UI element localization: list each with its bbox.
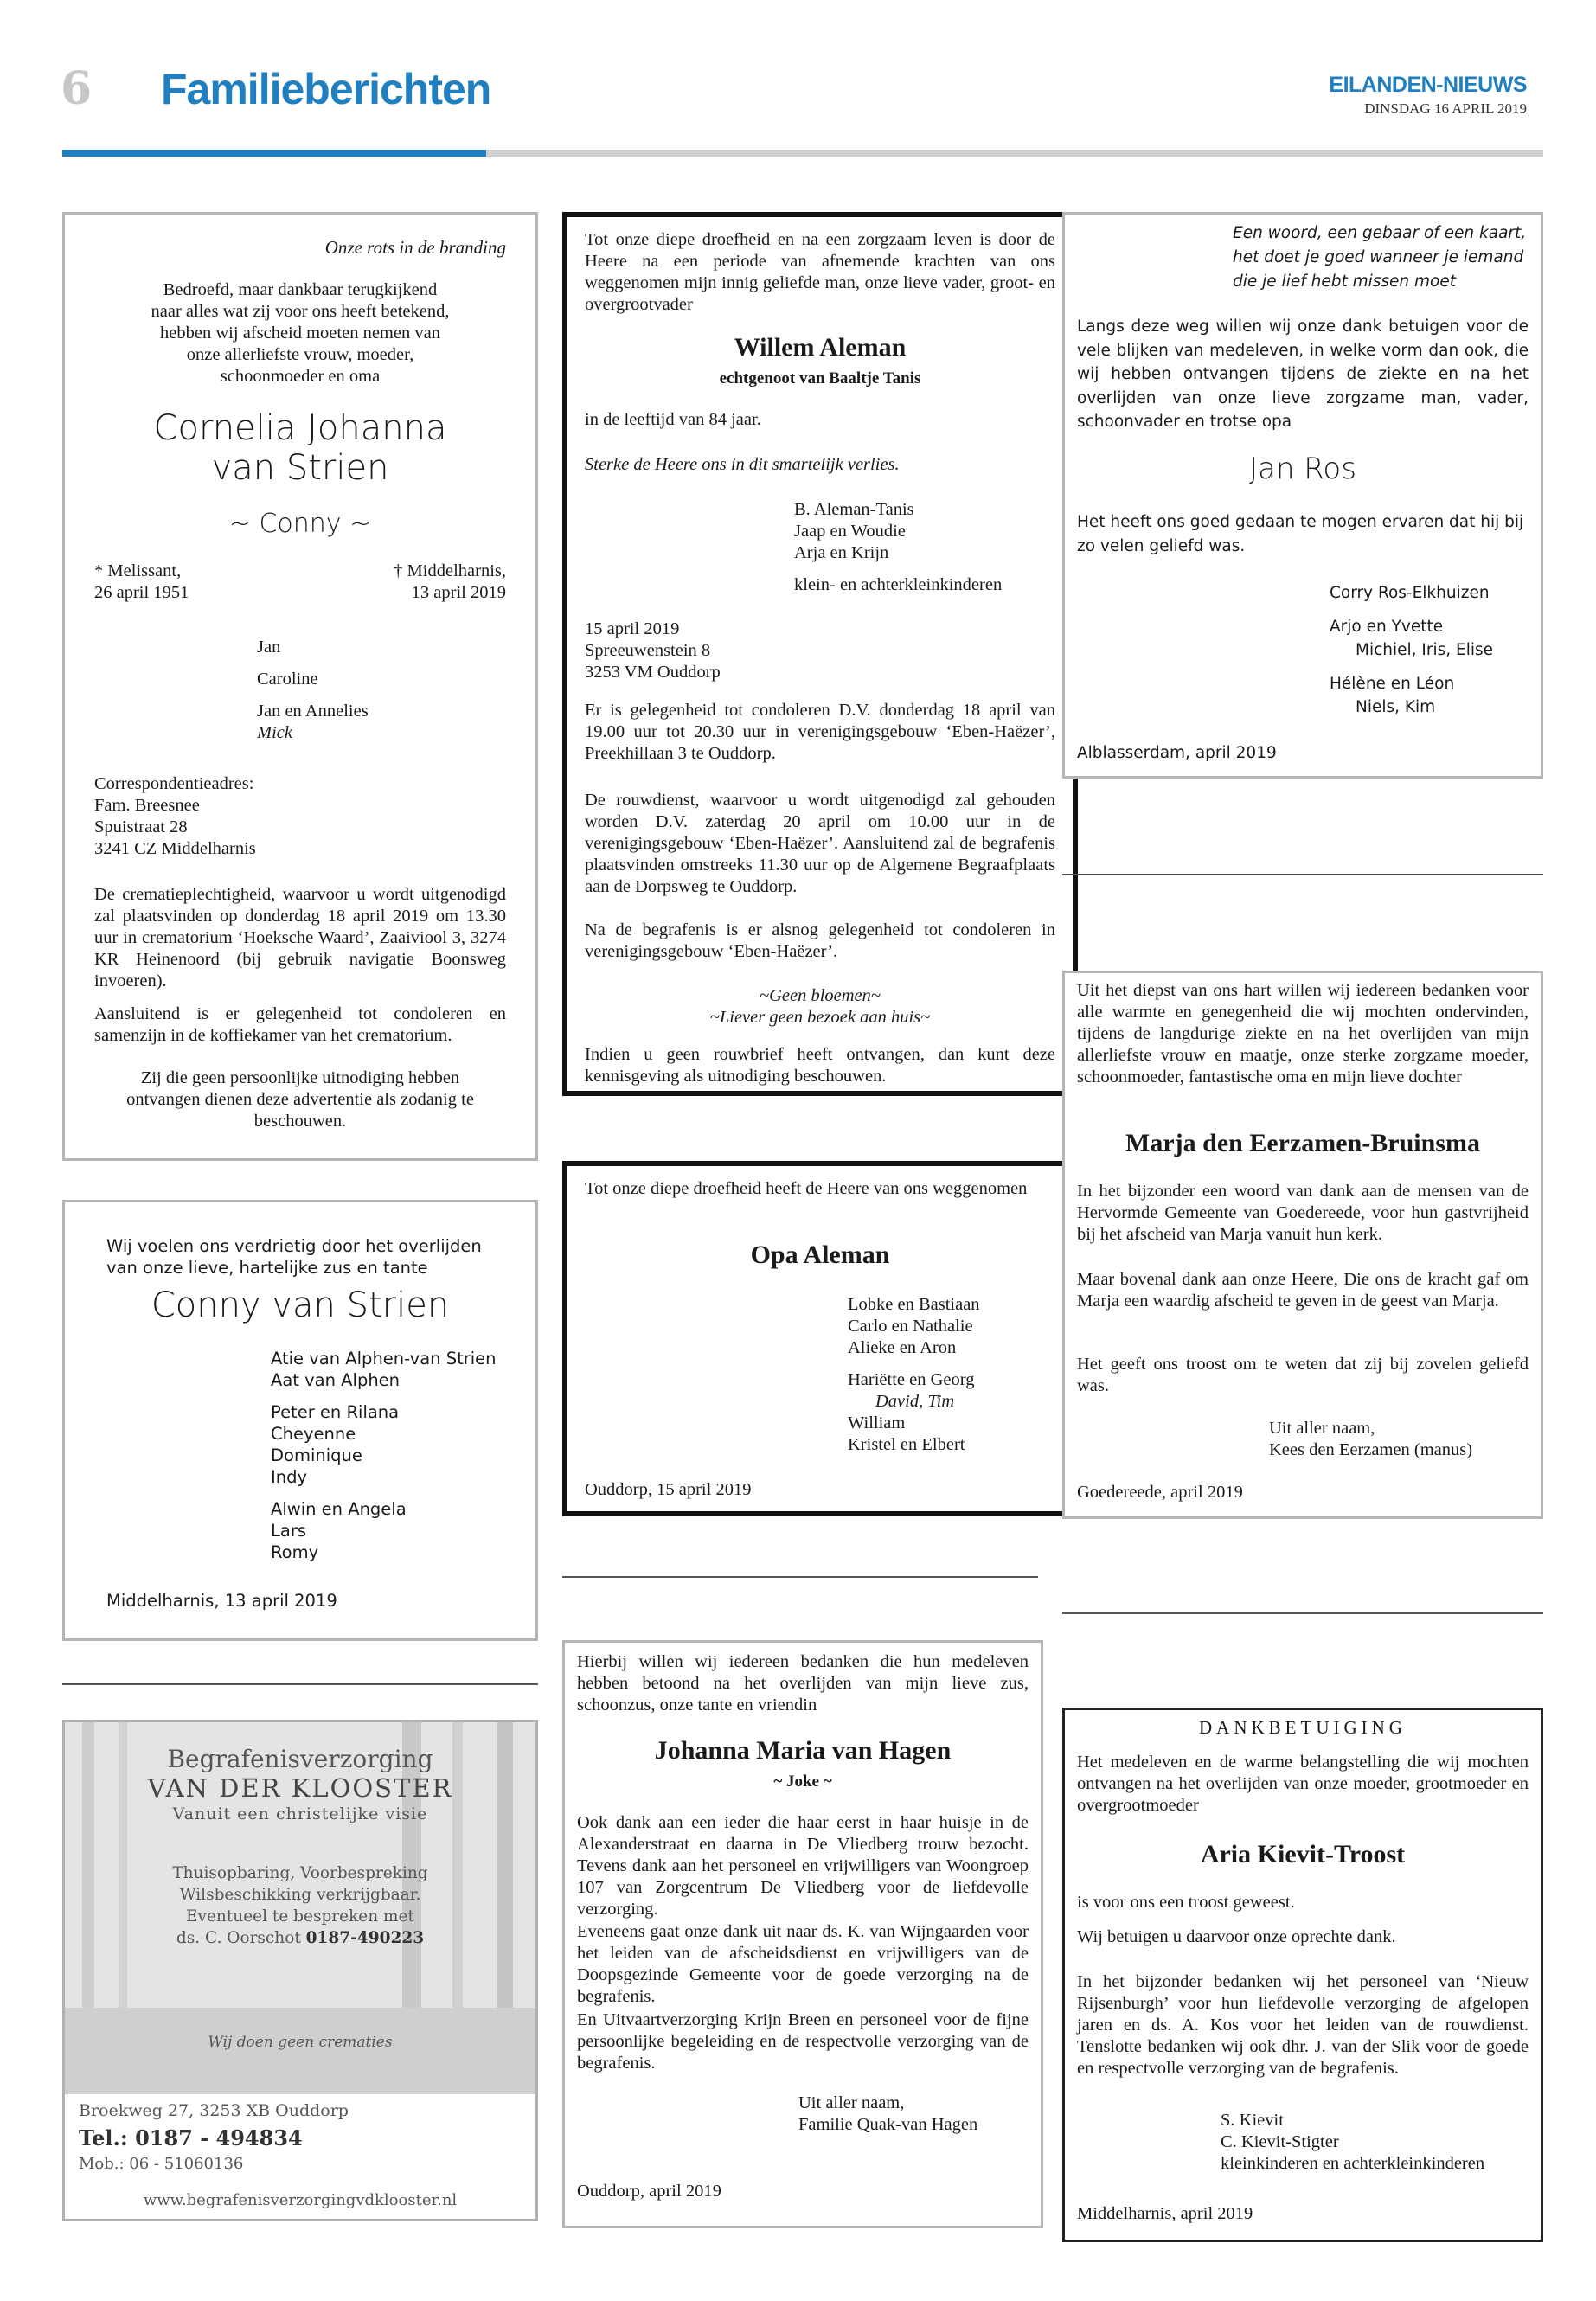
no-flowers-line: ~Geen bloemen~ [759, 986, 881, 1005]
contact-name: ds. C. Oorschot [176, 1929, 301, 1947]
intro-text [106, 1235, 482, 1279]
family-member: Peter en Rilana [271, 1402, 400, 1422]
divider [562, 1576, 1038, 1578]
after-burial-text: Na de begrafenis is er alsnog gelegenheid tot condoleren in verenigingsgebouw ‘Eben-Haëzer’. [585, 920, 1055, 961]
family-member: Jan [257, 638, 281, 657]
family-member: Caroline [257, 670, 318, 689]
address: Broekweg 27, 3253 XB Ouddorp [79, 2101, 349, 2120]
signature-line: S. Kievit [1221, 2111, 1284, 2130]
signature [1269, 1418, 1472, 1461]
obituary-opa-aleman [562, 1161, 1078, 1516]
no-cremation: Wij doen geen crematies [208, 2034, 393, 2051]
family-member: Arjo en Yvette [1330, 618, 1444, 636]
intro-line: naar alles wat zij voor ons heeft betekend, [151, 302, 450, 321]
deceased-name: Willem Aleman [734, 333, 907, 362]
signature [1221, 2110, 1484, 2175]
family-member: Corry Ros-Elkhuizen [1330, 584, 1490, 602]
intro-text: Langs deze weg willen wij onze dank betuigen voor de vele blijken van medeleven, in welke vorm dan ook, die wij hebben ontvangen tijdens de ziekte en na het overlijden van onze lieve zorgzame man, vader, schoonvader en trotse opa [1077, 317, 1529, 431]
ad-van-der-klooster [62, 1720, 538, 2221]
service-line: Eventueel te bespreken met [186, 1907, 414, 1926]
spouse-line: echtgenoot van Baaltje Tanis [719, 369, 921, 388]
family-member: William [848, 1413, 906, 1433]
motto-line: Een woord, een gebaar of een kaart, [1233, 224, 1527, 242]
mobile: Mob.: 06 - 51060136 [79, 2155, 244, 2173]
signature [798, 2093, 977, 2136]
family-member: Romy [271, 1542, 319, 1562]
intro-text: Uit het diepst van ons hart willen wij iedereen bedanken voor alle warmte en genegenheid die wij mochten ondervinden, tijdens de langdurige ziekte en na het overlijden van mijn allerliefste vrouw en maatje, onze sterke zorgzame moeder, schoonmoeder, fantastische oma en mijn lieve dochter [1077, 981, 1529, 1086]
motto-line: het doet je goed wanneer je iemand [1233, 248, 1524, 266]
obituary-willem-aleman [562, 212, 1078, 1096]
name-line: van Strien [211, 448, 389, 488]
corr-line: 3241 CZ Middelharnis [94, 839, 256, 858]
intro-line: van onze lieve, hartelijke zus en tante [106, 1258, 428, 1278]
paragraph: is voor ons een troost geweest. [1077, 1893, 1295, 1912]
paragraph: Ook dank aan een ieder die haar eerst in haar huisje in de Alexanderstraat en daarna in De Vliedberg trouw bezocht. Tevens dank aan het personeel en vrijwilligers van Woongroep 107 van Zorgcentrum De Vliedberg voor de liefdevolle verzorging. [577, 1813, 1029, 1919]
family-member: Cheyenne [271, 1424, 356, 1444]
no-flowers [567, 985, 1073, 1029]
signature-line: C. Kievit-Stigter [1221, 2132, 1339, 2151]
paragraph: En Uitvaartverzorging Krijn Breen en personeel voor de fijne persoonlijke begeleiding en de respectvolle verzorging van de begrafenis. [577, 2010, 1029, 2073]
obituary-conny [62, 1200, 538, 1641]
family-member: Niels, Kim [1356, 698, 1436, 716]
page-number: 6 [61, 62, 93, 115]
deceased-name: Marja den Eerzamen-Bruinsma [1125, 1129, 1480, 1157]
paragraph: Het geeft ons troost om te weten dat zij bij zovelen geliefd was. [1077, 1355, 1529, 1395]
corr-label: Correspondentieadres: [94, 774, 254, 793]
age-line: in de leeftijd van 84 jaar. [585, 410, 761, 429]
family-list [257, 637, 369, 744]
family-member: Atie van Alphen-van Strien [271, 1349, 497, 1368]
birth-place: * Melissant, [94, 561, 182, 580]
thanks-johanna-van-hagen [562, 1640, 1043, 2228]
correspondence-address [94, 773, 256, 860]
family-member: Alwin en Angela [271, 1499, 407, 1519]
issue-date: DINSDAG 16 APRIL 2019 [1364, 100, 1527, 117]
intro-text: Hierbij willen wij iedereen bedanken die hun medeleven hebben betoond na het overlijden van mijn lieve zus, schoonzus, onze tante en vriendin [577, 1652, 1029, 1715]
family-member: Alieke en Aron [848, 1338, 957, 1357]
place-date: Ouddorp, april 2019 [577, 2182, 721, 2201]
brand-line2: VAN DER KLOOSTER [147, 1773, 453, 1803]
family-member: Jan en Annelies [257, 702, 369, 721]
family-list [1330, 581, 1493, 719]
notice-line: beschouwen. [253, 1112, 347, 1131]
contact-line [65, 1927, 535, 1949]
paragraph: Maar bovenal dank aan onze Heere, Die ons de kracht gaf om Marja een waardig afscheid te geven in de geest van Marja. [1077, 1270, 1529, 1311]
header-rule-blue [62, 150, 486, 157]
intro-text: Tot onze diepe droefheid heeft de Heere van ons weggenomen [585, 1179, 1028, 1198]
brand-line3: Vanuit een christelijke visie [172, 1804, 428, 1823]
contact-phone: 0187-490223 [305, 1929, 425, 1947]
nickname: ~ Joke ~ [773, 1772, 832, 1791]
thanks-marja-den-eerzamen [1062, 971, 1543, 1519]
intro-line: onze allerliefste vrouw, moeder, [186, 345, 414, 364]
notice-text [82, 1067, 518, 1132]
corr-line: Fam. Breesnee [94, 796, 200, 815]
family-member: Lobke en Bastiaan [848, 1295, 980, 1314]
birth-date: 26 april 1951 [94, 583, 189, 602]
deceased-name: Jan Ros [1249, 452, 1356, 486]
no-visit-line: ~Liever geen bezoek aan huis~ [709, 1008, 931, 1027]
condolence-text: Er is gelegenheid tot condoleren D.V. donderdag 18 april van 19.00 uur tot 20.30 uur in verenigingsgebouw ‘Eben-Haëzer’, Preekhillaan 3 te Ouddorp. [585, 701, 1055, 763]
family-member: Mick [257, 723, 292, 742]
brand-block [65, 1745, 535, 1823]
family-member: Dominique [271, 1445, 362, 1465]
notice-line: ontvangen dienen deze advertentie als zodanig te [126, 1090, 474, 1109]
service-line: Wilsbeschikking verkrijgbaar. [179, 1886, 421, 1904]
motto: Onze rots in de branding [324, 237, 506, 258]
signature-line: Kees den Eerzamen (manus) [1269, 1440, 1473, 1459]
family-member: Hariëtte en Georg [848, 1370, 975, 1389]
death-info [394, 561, 506, 604]
family-member: Aat van Alphen [271, 1370, 401, 1390]
thanks-aria-kievit-troost [1062, 1708, 1543, 2242]
notice-line: Zij die geen persoonlijke uitnodiging hebben [140, 1068, 460, 1087]
date-line: 15 april 2019 [585, 619, 680, 638]
signature-line: Uit aller naam, [1269, 1419, 1375, 1438]
section-title: Familieberichten [161, 65, 491, 113]
family-member: Carlo en Nathalie [848, 1317, 973, 1336]
cremation-text: De crematieplechtigheid, waarvoor u wordt uitgenodigd zal plaatsvinden op donderdag 18 april 2019 om 13.30 uur in crematorium ‘Hoeksche Waard’, Zaaiviool 3, 3274 KR Heinenoord (bij gebruik navigatie Boonsweg invoeren). [94, 885, 506, 990]
name-line: Cornelia Johanna [153, 408, 447, 448]
deceased-name: Aria Kievit-Troost [1200, 1840, 1406, 1868]
deceased-name: Johanna Maria van Hagen [654, 1736, 952, 1765]
deceased-name: Conny van Strien [151, 1285, 450, 1325]
nickname: ~ Conny ~ [228, 509, 372, 539]
address-line: 3253 VM Ouddorp [585, 663, 721, 682]
place-date: Middelharnis, april 2019 [1077, 2204, 1253, 2223]
thanks-jan-ros [1062, 212, 1543, 779]
brand-line1: Begrafenisverzorging [167, 1745, 433, 1773]
paragraph: In het bijzonder een woord van dank aan de mensen van de Hervormde Gemeente van Goedereede, voor hun gastvrijheid bij het afscheid van Marja vanuit hun kerk. [1077, 1182, 1529, 1244]
note-text: Indien u geen rouwbrief heeft ontvangen, dan kunt deze kennisgeving als uitnodiging beschouwen. [585, 1045, 1055, 1086]
death-date: 13 april 2019 [411, 583, 506, 602]
afterwards-text: Aansluitend is er gelegenheid tot condoleren en samenzijn in de koffiekamer van het crematorium. [94, 1004, 506, 1045]
intro-line: schoonmoeder en oma [220, 367, 381, 386]
paragraph: In het bijzonder bedanken wij het personeel van ‘Nieuw Rijsenburgh’ voor hun liefdevolle verzorging de afgelopen jaren en ds. A. Kos voor het leiden van de rouwdienst. Tenslotte bedanken wij ook dhr. J. van der Slik voor de goede en respectvolle verzorging van de begrafenis. [1077, 1972, 1529, 2078]
family-member: klein- en achterkleinkinderen [794, 575, 1003, 594]
intro-text: Tot onze diepe droefheid en na een zorgzaam leven is door de Heere na een periode van afnemende krachten van ons weggenomen mijn innig geliefde man, onze lieve vader, groot- en overgrootvader [585, 230, 1055, 314]
family-member: Indy [271, 1467, 308, 1487]
intro-line: hebben wij afscheid moeten nemen van [160, 324, 440, 343]
paragraph: Eveneens gaat onze dank uit naar ds. K. van Wijngaarden voor het leiden van de afscheidsdienst en vrijwilligers van de Doopsgezinde Gemeente voor de goede verzorging na de begrafenis. [577, 1922, 1029, 2006]
family-list [271, 1348, 497, 1563]
address-line: Spreeuwenstein 8 [585, 641, 711, 660]
deceased-name [65, 408, 535, 488]
corr-line: Spuistraat 28 [94, 817, 188, 836]
telephone: Tel.: 0187 - 494834 [79, 2125, 303, 2150]
service-line: Thuisopbaring, Voorbespreking [172, 1864, 428, 1882]
paper-logo: EILANDEN-NIEUWS [1329, 73, 1527, 97]
birth-info [94, 561, 189, 604]
deceased-name: Opa Aleman [750, 1240, 890, 1269]
place-date: Alblasserdam, april 2019 [1077, 744, 1277, 762]
paragraph: Het heeft ons goed gedaan te mogen ervaren dat hij bij zo velen geliefd was. [1077, 513, 1524, 555]
place-date: Ouddorp, 15 april 2019 [585, 1480, 752, 1499]
service-text: De rouwdienst, waarvoor u wordt uitgenodigd zal gehouden worden D.V. zaterdag 20 april om 10.00 uur in de verenigingsgebouw ‘Eben-Haëzer’. Aansluitend zal de begrafenis plaatsvinden omstreeks 11.30 uur op de Algemene Begraafplaats aan de Dorpsweg te Ouddorp. [585, 791, 1055, 896]
family-member: Jaap en Woudie [794, 522, 906, 541]
divider [1062, 874, 1543, 875]
address-block [585, 619, 721, 683]
contact-area [65, 2094, 535, 2219]
family-list [848, 1294, 980, 1456]
family-member: B. Aleman-Tanis [794, 500, 914, 519]
family-member: Kristel en Elbert [848, 1435, 965, 1454]
death-place: † Middelharnis, [394, 561, 506, 580]
paragraph: Wij betuigen u daarvoor onze oprechte dank. [1077, 1927, 1396, 1946]
prayer-line: Sterke de Heere ons in dit smartelijk verlies. [585, 455, 900, 474]
website-link[interactable]: www.begrafenisverzorgingvdklooster.nl [143, 2191, 458, 2209]
place-date: Middelharnis, 13 april 2019 [106, 1591, 337, 1611]
family-list [794, 499, 1002, 596]
heading: DANKBETUIGING [1199, 1717, 1407, 1738]
signature-line: kleinkinderen en achterkleinkinderen [1221, 2154, 1485, 2173]
divider [1062, 1612, 1543, 1614]
obituary-cornelia [62, 212, 538, 1161]
place-date: Goedereede, april 2019 [1077, 1483, 1243, 1502]
signature-line: Uit aller naam, [798, 2093, 905, 2112]
family-member: Arja en Krijn [794, 543, 889, 562]
family-member: Hélène en Léon [1330, 675, 1455, 693]
motto-line: die je lief hebt missen moet [1233, 272, 1456, 291]
family-member: Lars [271, 1521, 306, 1541]
family-member: Michiel, Iris, Elise [1356, 641, 1494, 659]
family-member: David, Tim [875, 1392, 955, 1411]
intro-line: Wij voelen ons verdrietig door het overlijden [106, 1236, 482, 1256]
intro-text: Het medeleven en de warme belangstelling die wij mochten ontvangen na het overlijden van onze moeder, grootmoeder en overgrootmoeder [1077, 1753, 1529, 1815]
intro-line: Bedroefd, maar dankbaar terugkijkend [163, 280, 438, 299]
signature-line: Familie Quak-van Hagen [798, 2115, 978, 2134]
intro-text [91, 279, 510, 388]
motto [1233, 221, 1526, 294]
divider [62, 1683, 538, 1685]
services-block [65, 1862, 535, 1949]
